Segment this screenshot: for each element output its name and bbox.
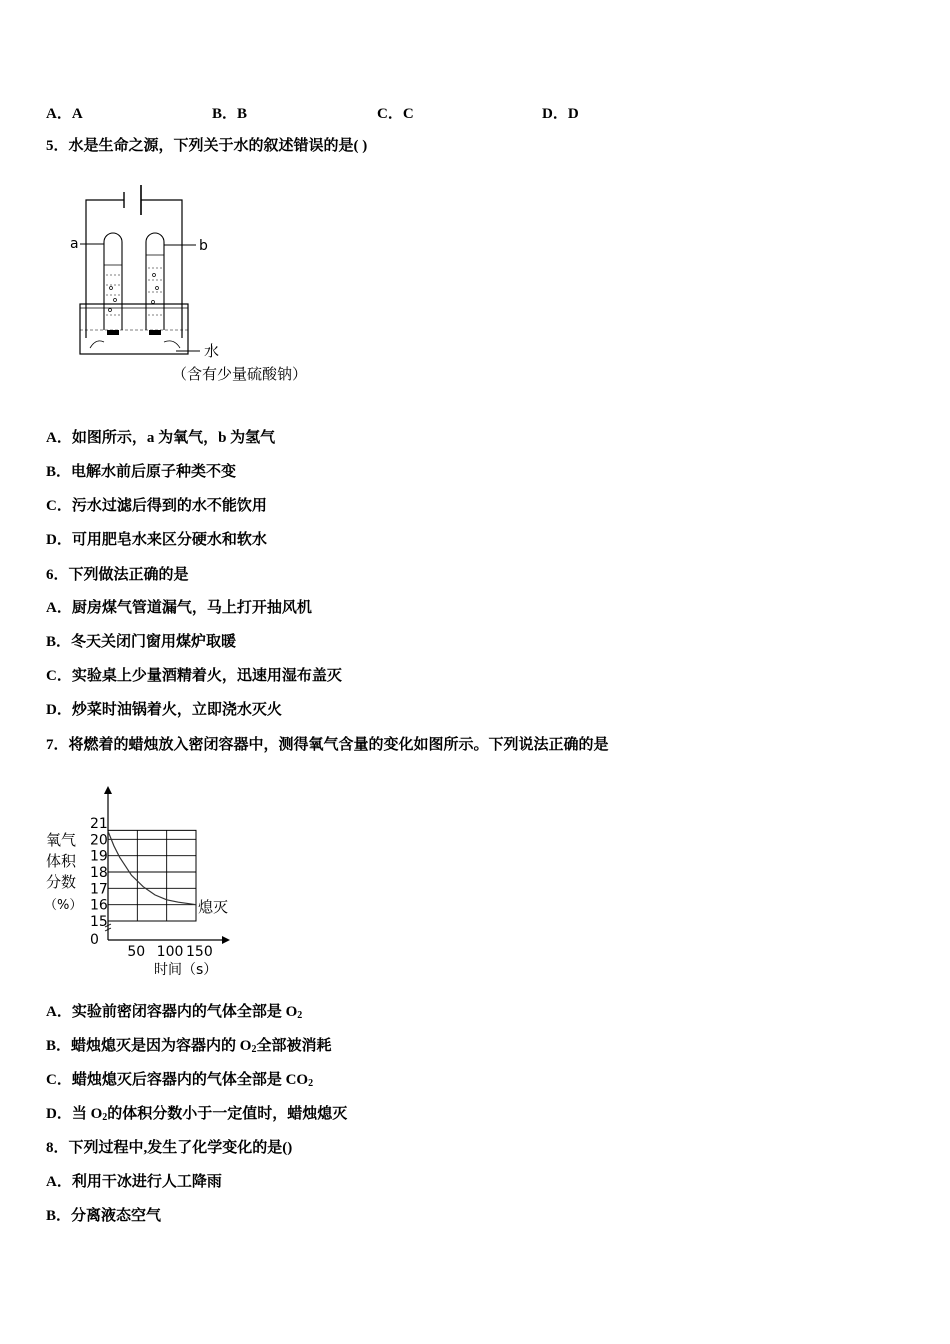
y-tick-19: 19 — [90, 848, 108, 865]
q7-option-c-sub: 2 — [308, 1078, 314, 1089]
q7-option-c — [46, 1070, 313, 1094]
extinguish-annotation: 熄灭 — [198, 898, 229, 916]
oxygen-curve — [108, 831, 196, 905]
q7-option-b-text-end: 全部被消耗 — [256, 1038, 332, 1054]
x-tick-100: 100 — [156, 944, 184, 960]
label-water: 水 — [204, 342, 220, 360]
y-tick-18: 18 — [90, 865, 108, 881]
q5-stem: 5．水是生命之源，下列关于水的叙述错误的是( ) — [46, 138, 368, 154]
q5-option-c: C．污水过滤后得到的水不能饮用 — [46, 498, 267, 514]
q4-option-d: D．D — [542, 106, 579, 122]
q7-option-a-sub: 2 — [297, 1010, 303, 1021]
x-tick-150: 150 — [186, 944, 213, 960]
y-tick-0: 0 — [90, 932, 99, 948]
x-axis-label: 时间（s） — [154, 962, 218, 978]
q6-option-b: B．冬天关闭门窗用煤炉取暖 — [46, 634, 237, 650]
y-tick-17: 17 — [90, 881, 108, 898]
y-axis-arrow — [104, 786, 112, 794]
q4-option-c: C．C — [377, 106, 414, 122]
y-tick-20: 20 — [90, 832, 108, 849]
q6-option-c: C．实验桌上少量酒精着火，迅速用湿布盖灭 — [46, 668, 342, 684]
q8-option-b: B．分离液态空气 — [46, 1208, 162, 1224]
y-label-line-1: 氧气 — [46, 831, 77, 849]
q7-option-a — [46, 1002, 302, 1026]
oxygen-content-chart — [44, 782, 244, 987]
q5-option-d: D．可用肥皂水来区分硬水和软水 — [46, 532, 267, 548]
q7-option-d-text-end: 的体积分数小于一定值时，蜡烛熄灭 — [107, 1106, 348, 1122]
q7-option-b-sub: 2 — [251, 1044, 257, 1055]
q4-option-b: B．B — [212, 106, 248, 122]
x-axis-arrow — [222, 936, 230, 944]
label-b: b — [199, 238, 208, 254]
q7-option-b — [46, 1036, 331, 1060]
electrolysis-apparatus-figure — [66, 180, 336, 390]
q6-option-a: A．厨房煤气管道漏气，马上打开抽风机 — [46, 600, 312, 616]
q5-option-a: A．如图所示，a 为氧气，b 为氢气 — [46, 430, 276, 446]
q6-option-d: D．炒菜时油锅着火，立即浇水灭火 — [46, 702, 282, 718]
x-tick-50: 50 — [127, 944, 146, 960]
y-label-line-4: （%） — [44, 898, 83, 913]
q6-stem: 6．下列做法正确的是 — [46, 567, 189, 583]
q7-option-d — [46, 1104, 347, 1128]
q8-option-a: A．利用干冰进行人工降雨 — [46, 1174, 222, 1190]
q5-option-b: B．电解水前后原子种类不变 — [46, 464, 237, 480]
q7-option-a-text: A．实验前密闭容器内的气体全部是 O — [46, 1004, 298, 1020]
q4-option-a: A．A — [46, 106, 83, 122]
q7-option-d-text: D．当 O — [46, 1106, 103, 1122]
q7-option-b-text: B．蜡烛熄灭是因为容器内的 O — [46, 1038, 252, 1054]
y-tick-16: 16 — [90, 897, 108, 914]
q7-option-d-sub: 2 — [102, 1112, 108, 1123]
q8-stem: 8．下列过程中,发生了化学变化的是() — [46, 1140, 293, 1156]
y-tick-21: 21 — [90, 816, 108, 832]
label-a: a — [70, 236, 79, 252]
chart-grid-frame — [108, 830, 196, 921]
figure-caption: （含有少量硫酸钠） — [172, 365, 308, 383]
q7-stem: 7．将燃着的蜡烛放入密闭容器中，测得氧气含量的变化如图所示。下列说法正确的是 — [46, 737, 609, 753]
y-label-line-3: 分数 — [46, 873, 77, 891]
y-tick-15: 15 — [90, 914, 108, 930]
y-label-line-2: 体积 — [46, 852, 77, 870]
q7-option-c-text: C．蜡烛熄灭后容器内的气体全部是 CO — [46, 1072, 309, 1088]
